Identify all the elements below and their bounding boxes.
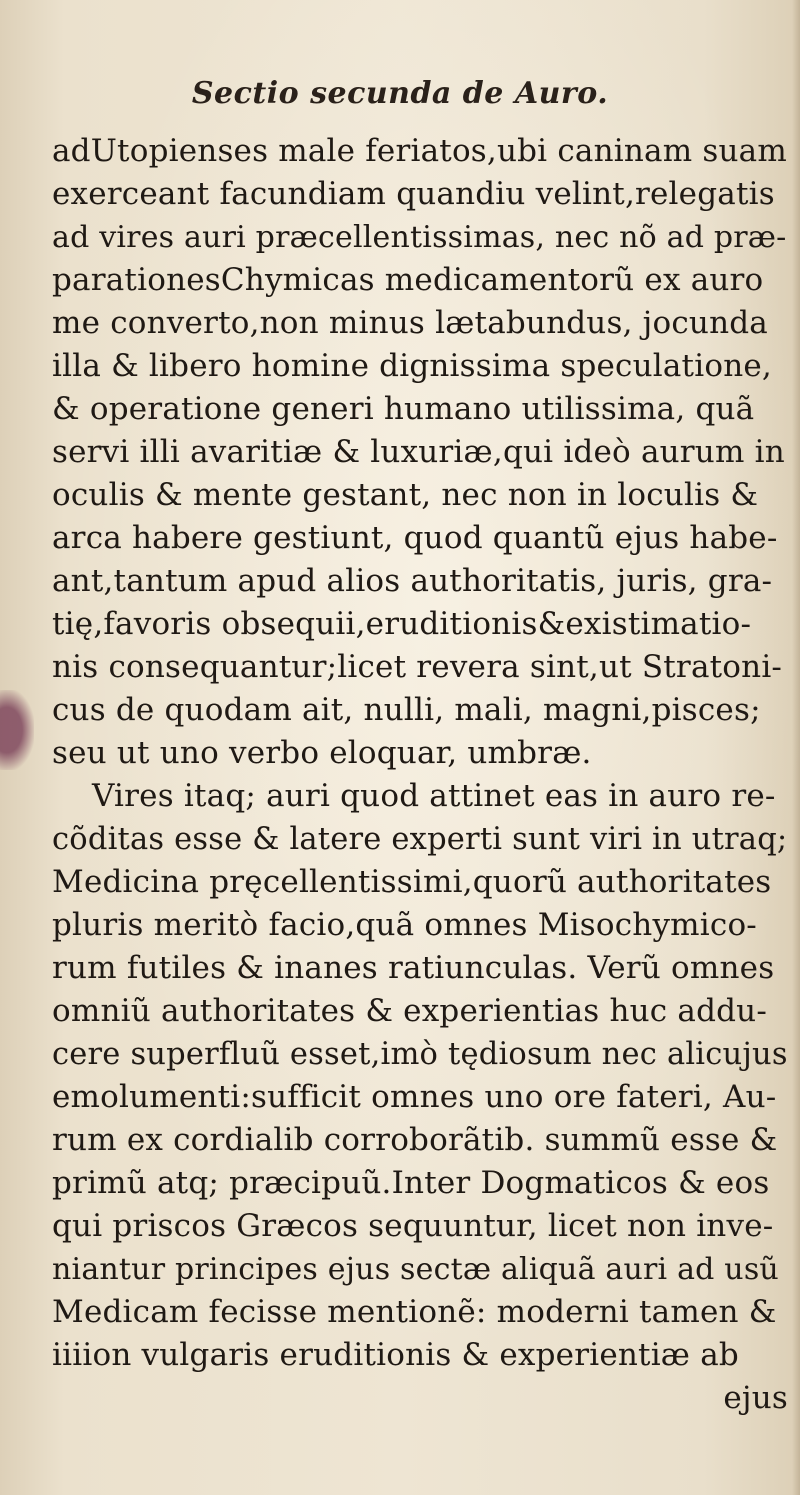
text-line: cõditas esse & latere experti sunt viri in utraq; bbox=[52, 822, 788, 857]
text-line: me converto,non minus lætabundus, jocunda bbox=[52, 305, 768, 341]
text-line: seu ut uno verbo eloquar, umbræ. bbox=[52, 735, 592, 771]
text-line: parationesChymicas medicamentorũ ex auro bbox=[52, 262, 764, 298]
paragraph-start-line: Vires itaq; auri quod attinet eas in auro re- bbox=[92, 778, 776, 814]
text-line: cus de quodam ait, nulli, mali, magni,pisces; bbox=[52, 692, 761, 728]
text-line: Medicina pręcellentissimi,quorũ authoritates bbox=[52, 864, 772, 900]
text-line: adUtopienses male feriatos,ubi caninam suam bbox=[52, 133, 787, 169]
text-line: niantur principes ejus sectæ aliquã auri ad usũ bbox=[52, 1252, 779, 1287]
text-line: rum ex cordialib corroborãtib. summũ esse & bbox=[52, 1122, 778, 1158]
text-line: nis consequantur;licet revera sint,ut Stratoni- bbox=[52, 649, 783, 685]
text-line: emolumenti:sufficit omnes uno ore fateri, Au- bbox=[52, 1079, 777, 1115]
text-line: pluris meritò facio,quã omnes Misochymico- bbox=[52, 907, 757, 943]
catchword: ejus bbox=[723, 1380, 788, 1416]
page-edge bbox=[792, 0, 800, 1495]
text-line: rum futiles & inanes ratiunculas. Verũ omnes bbox=[52, 950, 775, 986]
text-line: ant,tantum apud alios authoritatis, juris, gra- bbox=[52, 563, 773, 599]
text-line: ad vires auri præcellentissimas, nec nõ ad præ- bbox=[52, 220, 787, 255]
page-stain bbox=[0, 690, 34, 770]
text-line: primũ atq; præcipuũ.Inter Dogmaticos & eos bbox=[52, 1165, 770, 1201]
body-text bbox=[52, 130, 788, 1420]
text-line: Medicam fecisse mentionẽ: moderni tamen & bbox=[52, 1294, 777, 1330]
text-line: servi illi avaritiæ & luxuriæ,qui ideò aurum in bbox=[52, 434, 785, 470]
text-line: iiiion vulgaris eruditionis & experientiæ ab bbox=[52, 1337, 739, 1373]
text-line: omniũ authoritates & experientias huc addu- bbox=[52, 993, 768, 1029]
text-line: qui priscos Græcos sequuntur, licet non inve- bbox=[52, 1208, 774, 1244]
text-line: illa & libero homine dignissima speculatione, bbox=[52, 348, 772, 384]
text-line: cere superfluũ esset,imò tędiosum nec alicujus bbox=[52, 1037, 788, 1072]
text-line: exerceant facundiam quandiu velint,relegatis bbox=[52, 176, 775, 212]
text-line: oculis & mente gestant, nec non in loculis & bbox=[52, 477, 759, 513]
text-line: & operatione generi humano utilissima, quã bbox=[52, 391, 755, 427]
text-line: arca habere gestiunt, quod quantũ ejus habe- bbox=[52, 520, 778, 556]
text-line: tię,favoris obsequii,eruditionis&existimatio- bbox=[52, 606, 752, 642]
running-head: Sectio secunda de Auro. bbox=[191, 76, 609, 111]
